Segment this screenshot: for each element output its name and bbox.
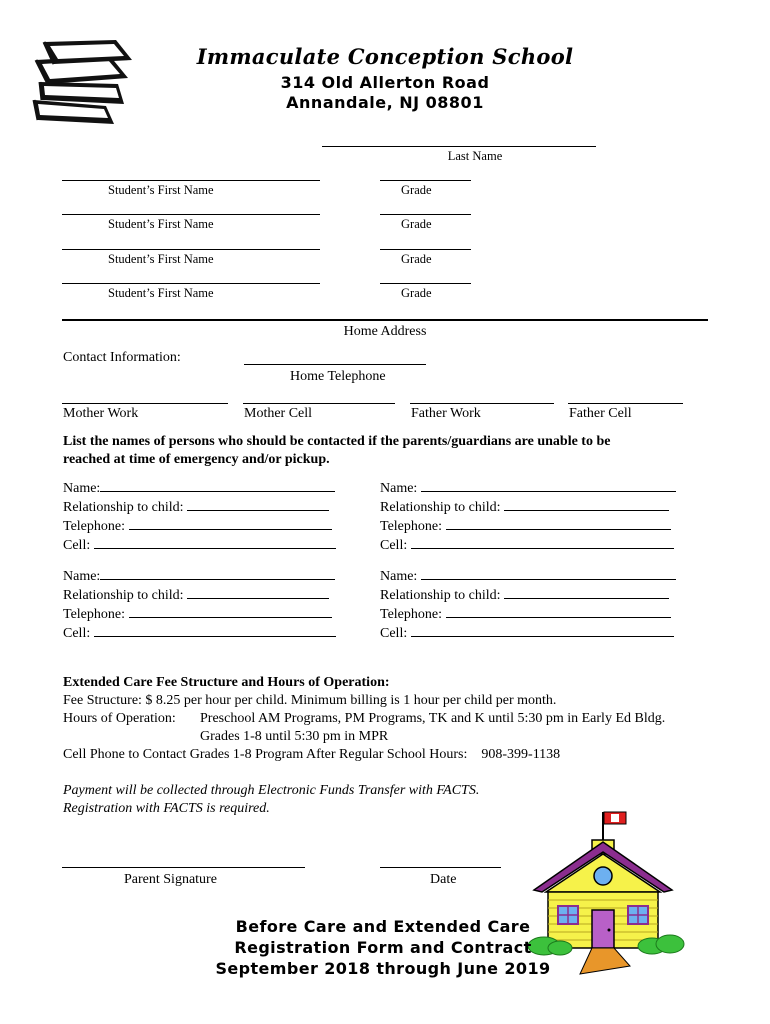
contact-telephone-label: Telephone: (380, 519, 442, 534)
student-first-name-label: Student’s First Name (108, 217, 214, 231)
contact-cell-field[interactable] (94, 536, 336, 549)
last-name-field[interactable] (322, 146, 596, 147)
form-title-line3: September 2018 through June 2019 (215, 959, 551, 978)
mother-cell-label: Mother Cell (244, 406, 313, 421)
last-name-label: Last Name (447, 149, 503, 163)
payment-line2: Registration with FACTS is required. (63, 801, 270, 816)
home-telephone-field[interactable] (244, 364, 426, 365)
contact-relationship-label: Relationship to child: (380, 500, 501, 515)
parent-signature-field[interactable] (62, 867, 305, 868)
form-title-line1: Before Care and Extended Care (235, 917, 531, 936)
contact-relationship-field[interactable] (187, 586, 329, 599)
contact-name-field[interactable] (100, 567, 335, 580)
program-cell-phone: Cell Phone to Contact Grades 1-8 Program After Regular School Hours: 908-399-1138 (63, 747, 561, 762)
student-first-name-field[interactable] (62, 180, 320, 181)
home-address-field[interactable] (62, 319, 708, 321)
student-first-name-label: Student’s First Name (108, 183, 214, 197)
fee-heading: Extended Care Fee Structure and Hours of Operation: (63, 675, 390, 690)
student-first-name-label: Student’s First Name (108, 252, 214, 266)
student-grade-field[interactable] (380, 214, 471, 215)
contact-telephone-field[interactable] (446, 605, 671, 618)
parent-signature-label: Parent Signature (124, 872, 217, 887)
contact-name-field[interactable] (421, 567, 676, 580)
father-work-label: Father Work (411, 406, 481, 421)
student-first-name-field[interactable] (62, 214, 320, 215)
contact-cell-label: Cell: (63, 626, 91, 641)
emergency-instructions-line2: reached at time of emergency and/or pickup. (63, 452, 330, 467)
student-grade-label: Grade (401, 286, 432, 300)
emergency-contact-block (63, 567, 348, 643)
contact-cell-field[interactable] (411, 624, 674, 637)
contact-telephone-label: Telephone: (380, 607, 442, 622)
contact-info-label: Contact Information: (63, 350, 181, 365)
school-address-line2: Annandale, NJ 08801 (286, 93, 484, 112)
contact-cell-field[interactable] (94, 624, 336, 637)
form-title-line2: Registration Form and Contract (234, 938, 532, 957)
contact-telephone-label: Telephone: (63, 607, 125, 622)
hours-label: Hours of Operation: (63, 711, 176, 726)
contact-name-label: Name: (63, 569, 101, 584)
mother-work-field[interactable] (62, 403, 228, 404)
contact-name-field[interactable] (421, 479, 676, 492)
student-grade-field[interactable] (380, 180, 471, 181)
mother-work-label: Mother Work (63, 406, 139, 421)
emergency-contact-block (380, 479, 690, 555)
contact-relationship-label: Relationship to child: (380, 588, 501, 603)
school-name: Immaculate Conception School (196, 44, 574, 69)
fee-structure: Fee Structure: $ 8.25 per hour per child. Minimum billing is 1 hour per child per month. (63, 693, 557, 708)
father-work-field[interactable] (410, 403, 554, 404)
contact-telephone-field[interactable] (129, 605, 332, 618)
school-logo (28, 38, 138, 130)
contact-name-label: Name: (63, 481, 101, 496)
mother-cell-field[interactable] (243, 403, 395, 404)
home-address-label: Home Address (343, 324, 427, 339)
father-cell-field[interactable] (568, 403, 683, 404)
payment-line1: Payment will be collected through Electronic Funds Transfer with FACTS. (63, 783, 480, 798)
student-grade-field[interactable] (380, 249, 471, 250)
student-grade-label: Grade (401, 183, 432, 197)
emergency-contact-block (380, 567, 690, 643)
hours-line1: Preschool AM Programs, PM Programs, TK and K until 5:30 pm in Early Ed Bldg. (200, 711, 666, 726)
contact-telephone-label: Telephone: (63, 519, 125, 534)
school-address-line1: 314 Old Allerton Road (280, 73, 490, 92)
contact-cell-label: Cell: (63, 538, 91, 553)
contact-relationship-field[interactable] (504, 586, 669, 599)
student-first-name-field[interactable] (62, 283, 320, 284)
contact-relationship-label: Relationship to child: (63, 500, 184, 515)
contact-name-field[interactable] (100, 479, 335, 492)
emergency-contact-block (63, 479, 348, 555)
contact-name-label: Name: (380, 481, 418, 496)
contact-telephone-field[interactable] (446, 517, 671, 530)
date-label: Date (430, 872, 457, 887)
student-grade-label: Grade (401, 252, 432, 266)
stacked-books-icon (28, 38, 138, 130)
contact-telephone-field[interactable] (129, 517, 332, 530)
contact-cell-label: Cell: (380, 538, 408, 553)
contact-relationship-label: Relationship to child: (63, 588, 184, 603)
contact-relationship-field[interactable] (187, 498, 329, 511)
student-grade-field[interactable] (380, 283, 471, 284)
student-grade-label: Grade (401, 217, 432, 231)
contact-cell-field[interactable] (411, 536, 674, 549)
contact-relationship-field[interactable] (504, 498, 669, 511)
hours-line2: Grades 1-8 until 5:30 pm in MPR (200, 729, 389, 744)
home-telephone-label: Home Telephone (290, 369, 386, 384)
contact-name-label: Name: (380, 569, 418, 584)
father-cell-label: Father Cell (569, 406, 632, 421)
emergency-instructions-line1: List the names of persons who should be contacted if the parents/guardians are unable to be (63, 434, 611, 449)
contact-cell-label: Cell: (380, 626, 408, 641)
date-field[interactable] (380, 867, 501, 868)
student-first-name-field[interactable] (62, 249, 320, 250)
student-first-name-label: Student’s First Name (108, 286, 214, 300)
